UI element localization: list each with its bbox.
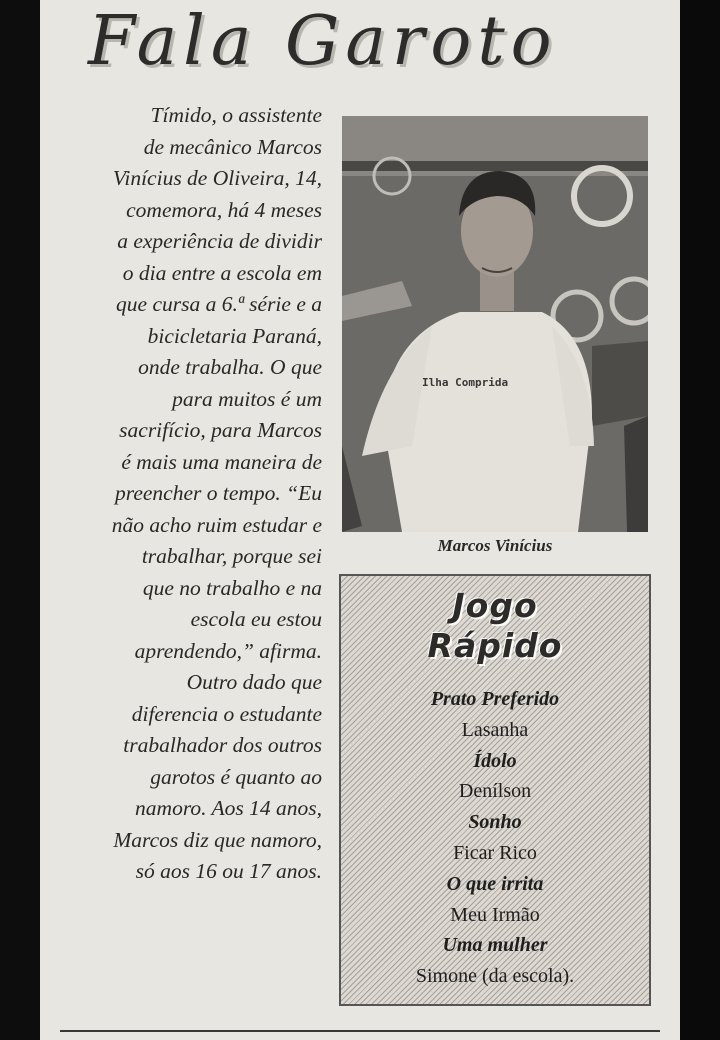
article-line: onde trabalha. O que xyxy=(138,355,322,379)
shirt-print: Ilha Comprida xyxy=(422,376,509,389)
article-line: Marcos diz que namoro, xyxy=(113,827,322,852)
article-line: Tímido, o assistente xyxy=(150,103,322,127)
photo-caption: Marcos Vinícius xyxy=(437,536,553,555)
article-line: só aos 16 ou 17 anos. xyxy=(135,859,322,883)
article-line: garotos é quanto ao xyxy=(150,764,322,789)
dark-edge xyxy=(680,0,720,1040)
quick-answer: Meu Irmão xyxy=(450,903,540,926)
article-line: bicicletaria Paraná, xyxy=(147,323,322,348)
newspaper-clipping xyxy=(40,0,680,1040)
article-line: aprendendo,” afirma. xyxy=(134,638,322,663)
article-line: Vinícius de Oliveira, 14, xyxy=(112,166,322,190)
article-line: preencher o tempo. “Eu xyxy=(115,481,322,505)
article-line: namoro. Aos 14 anos, xyxy=(135,796,322,820)
quick-question: Prato Preferido xyxy=(430,688,560,710)
article-line: não acho ruim estudar e xyxy=(111,512,322,537)
quick-question: O que irrita xyxy=(446,872,544,895)
bottom-rule xyxy=(60,1030,660,1038)
quick-question: Sonho xyxy=(468,811,522,834)
article-line: trabalhador dos outros xyxy=(123,733,322,757)
article-line: Outro dado que xyxy=(186,670,322,694)
quick-question: Uma mulher xyxy=(442,934,548,957)
article-line: o dia entre a escola em xyxy=(122,260,322,285)
jogo-rapido-title-line2: Rápido xyxy=(427,626,563,665)
quick-question: Ídolo xyxy=(473,749,517,772)
jogo-rapido-title xyxy=(341,586,649,666)
page-title: Fala Garoto xyxy=(88,2,558,81)
article-line: que no trabalho e na xyxy=(142,575,322,600)
portrait-illustration xyxy=(342,116,648,532)
article-body xyxy=(60,100,322,1005)
quick-answers-list xyxy=(341,684,649,992)
article-line: que cursa a 6.ª série e a xyxy=(116,292,322,316)
jogo-rapido-title-line1: Jogo xyxy=(452,586,538,625)
article-line: a experiência de dividir xyxy=(117,229,322,253)
quick-answer: Ficar Rico xyxy=(453,841,537,864)
article-line: é mais uma maneira de xyxy=(121,449,322,474)
article-line: comemora, há 4 meses xyxy=(126,197,322,222)
article-line: sacrifício, para Marcos xyxy=(119,418,322,442)
article-line: de mecânico Marcos xyxy=(143,134,322,159)
portrait-photo xyxy=(342,116,648,532)
quick-answer: Denílson xyxy=(458,780,532,803)
quick-answer: Lasanha xyxy=(461,718,529,741)
jogo-rapido-box xyxy=(339,574,651,1006)
article-line: para muitos é um xyxy=(172,386,322,411)
article-line: diferencia o estudante xyxy=(131,701,322,726)
quick-answer: Simone (da escola). xyxy=(415,965,575,988)
article-line: escola eu estou xyxy=(190,607,322,631)
article-line: trabalhar, porque sei xyxy=(141,544,322,568)
